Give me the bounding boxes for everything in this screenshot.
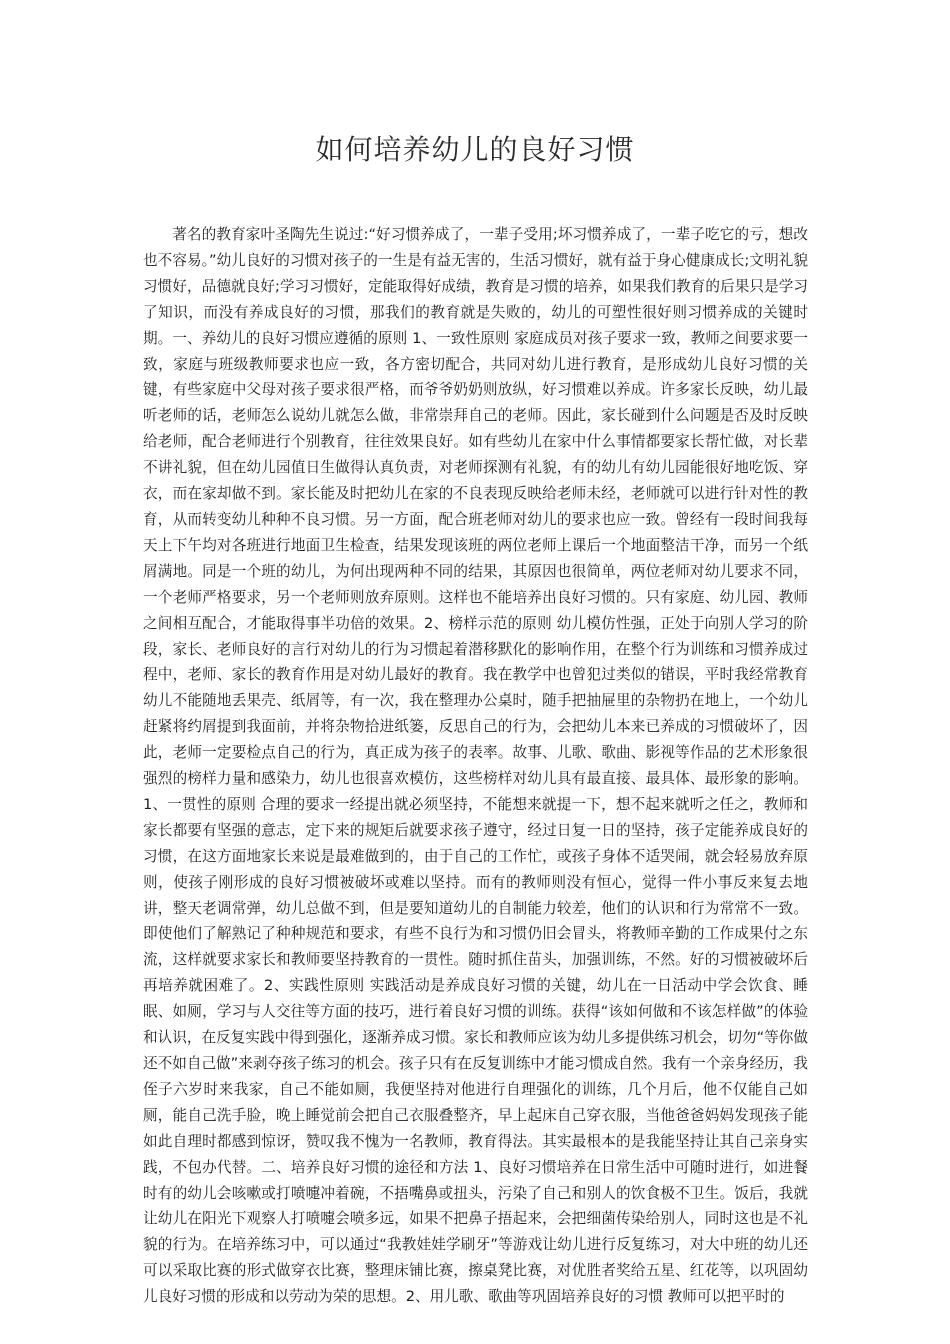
document-title: 如何培养幼儿的良好习惯: [315, 133, 635, 166]
document-body-paragraph: 著名的教育家叶圣陶先生说过:“好习惯养成了，一辈子受用;坏习惯养成了，一辈子吃它的亏，想改也不容易。”幼儿良好的习惯对孩子的一生是有益无害的，生活习惯好，就有益于身心健康成长;文明礼貌习惯好，品德就良好;学习习惯好，定能取得好成绩，教育是习惯的培养，如果我们教育的后果只是学习了知识，而没有养成良好的习惯，那我们的教育就是失败的，幼儿的可塑性很好则习惯养成的关键时期。一、养幼儿的良好习惯应遵循的原则 1、一致性原则 家庭成员对孩子要求一致，教师之间要求要一致，家庭与班级教师要求也应一致，各方密切配合，共同对幼儿进行教育，是形成幼儿良好习惯的关键，有些家庭中父母对孩子要求很严格，而爷爷奶奶则放纵，好习惯难以养成。许多家长反映，幼儿最听老师的话，老师怎么说幼儿就怎么做，非常崇拜自己的老师。因此，家长碰到什么问题是否及时反映给老师，配合老师进行个别教育，往往效果良好。如有些幼儿在家中什么事情都要家长帮忙做，对长辈不讲礼貌，但在幼儿园值日生做得认真负责，对老师探测有礼貌，有的幼儿有幼儿园能很好地吃饭、穿衣，而在家却做不到。家长能及时把幼儿在家的不良表现反映给老师未经，老师就可以进行针对性的教育，从而转变幼儿种种不良习惯。另一方面，配合班老师对幼儿的要求也应一致。曾经有一段时间我每天上下午均对各班进行地面卫生检查，结果发现该班的两位老师上课后一个地面整洁干净，而另一个纸屑满地。同是一个班的幼儿，为何出现两种不同的结果，其原因也很简单，两位老师对幼儿要求不同，一个老师严格要求，另一个老师则放弃原则。这样也不能培养出良好习惯的。只有家庭、幼儿园、教师之间相互配合，才能取得事半功倍的效果。2、榜样示范的原则 幼儿模仿性强，正处于向别人学习的阶段，家长、老师良好的言行对幼儿的行为习惯起着潜移默化的影响作用，在整个行为训练和习惯养成过程中，老师、家长的教育作用是对幼儿最好的教育。我在教学中也曾犯过类似的错误，平时我经常教育幼儿不能随地丢果壳、纸屑等，有一次，我在整理办公桌时，随手把抽屉里的杂物扔在地上，一个幼儿赶紧将约屑提到我面前，并将杂物拾进纸篓，反思自己的行为，会把幼儿本来已养成的习惯破坏了，因此，老师一定要检点自己的行为，真正成为孩子的表率。故事、儿歌、歌曲、影视等作品的艺术形象很强烈的榜样力量和感染力，幼儿也很喜欢模仿，这些榜样对幼儿具有最直接、最具体、最形象的影响。1、一贯性的原则 合理的要求一经提出就必须坚持，不能想来就提一下，想不起来就听之任之，教师和家长都要有坚强的意志，定下来的规矩后就要求孩子遵守，经过日复一日的坚持，孩子定能养成良好的习惯，在这方面地家长来说是最难做到的，由于自己的工作忙，或孩子身体不适哭闹，就会轻易放弃原则，使孩子刚形成的良好习惯被破坏或难以坚持。而有的教师则没有恒心，觉得一件小事反来复去地讲，整天老调常弹，幼儿总做不到，但是要知道幼儿的自制能力较差，他们的认识和行为常常不一致。即使他们了解熟记了种种规范和要求，有些不良行为和习惯仍旧会冒头，将教师辛勤的工作成果付之东流，这样就要求家长和教师要坚持教育的一贯性。随时抓住苗头，加强训练，不然。好的习惯被破坏后再培养就困难了。2、实践性原则 实践活动是养成良好习惯的关键，幼儿在一日活动中学会饮食、睡眠、如厕，学习与人交往等方面的技巧，进行着良好习惯的训练。获得“该如何做和不该怎样做”的体验和认识，在反复实践中得到强化，逐渐养成习惯。家长和教师应该为幼儿多提供练习机会，切勿“等你做还不如自己做”来剥夺孩子练习的机会。孩子只有在反复训练中才能习惯成自然。我有一个亲身经历，我侄子六岁时来我家，自己不能如厕，我便坚持对他进行自理强化的训练，几个月后，他不仅能自己如厕，能自己洗手脸，晚上睡觉前会把自己衣服叠整齐，早上起床自己穿衣服，当他爸爸妈妈发现孩子能如此自理时都感到惊讶，赞叹我不愧为一名教师，教育得法。其实最根本的是我能坚持让其自己亲身实践，不包办代替。二、培养良好习惯的途径和方法 1、良好习惯培养在日常生活中可随时进行，如进餐时有的幼儿会咳嗽或打喷嚏冲着碗，不捂嘴鼻或扭头，污染了自己和别人的饮食极不卫生。饭后，我就让幼儿在阳光下观察人打喷嚏会喷多远，如果不把鼻子捂起来，会把细菌传染给别人，同时这也是不礼貌的行为。在培养练习中，可以通过“我教娃娃学刷牙”等游戏让幼儿进行反复练习，对大中班的幼儿还可以采取比赛的形式做穿衣比赛，整理床铺比赛，擦桌凳比赛，对优胜者奖给五星、红花等，以巩固幼儿良好习惯的形成和以劳动为荣的思想。2、用儿歌、歌曲等巩固培养良好的习惯 教师可以把平时的: [143, 226, 808, 1306]
